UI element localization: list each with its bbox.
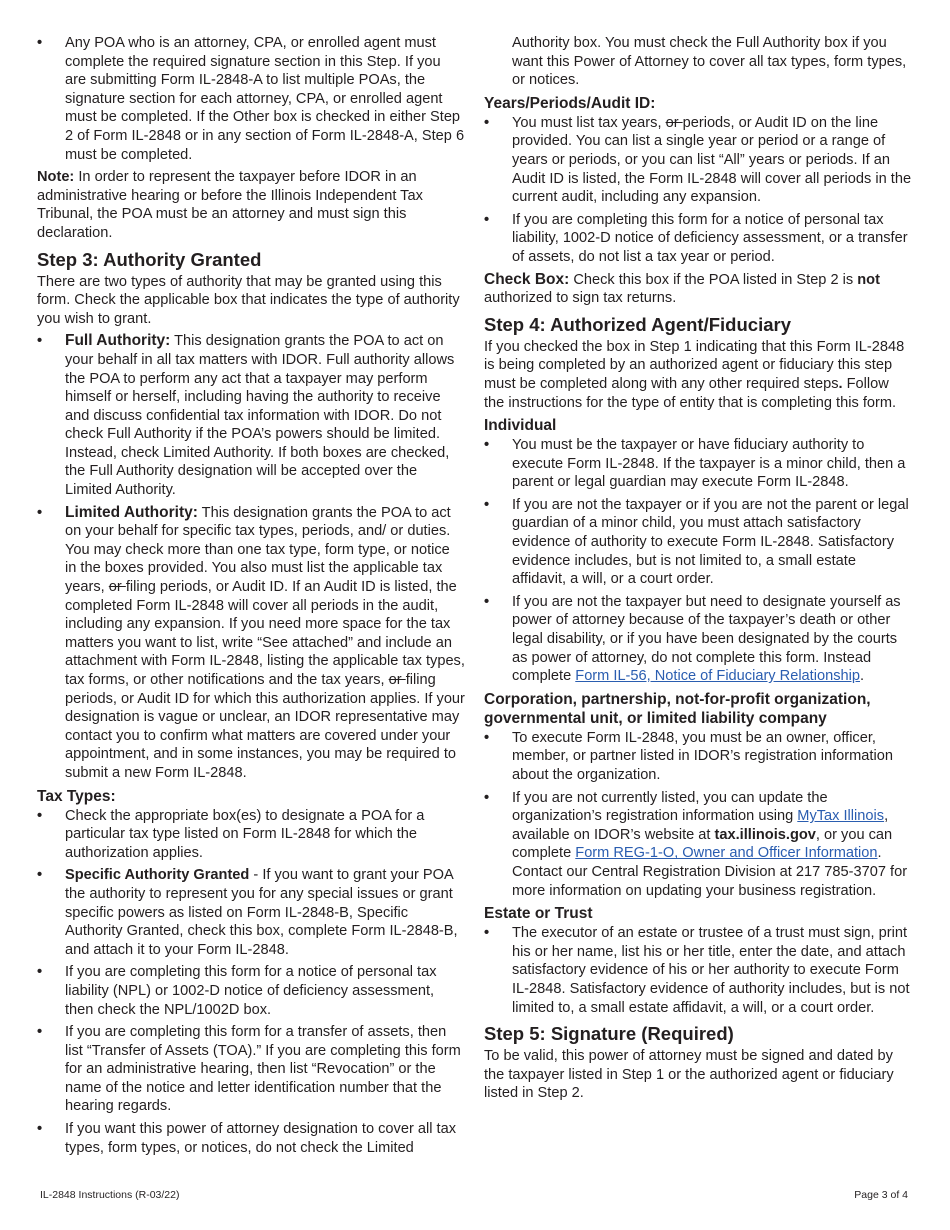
step5-text: To be valid, this power of attorney must be signed and dated by the taxpayer listed in Step 1 or the authorized agent or fiduciary listed in Step 2. (484, 1048, 894, 1102)
bullet: • (484, 925, 490, 942)
tax-types-heading: Tax Types: (37, 787, 116, 805)
mytax-illinois-link[interactable]: MyTax Illinois (797, 808, 885, 825)
bullet: • (37, 1121, 43, 1138)
list-item: • If you are not the taxpayer but need to designate yourself as power of attorney because of the taxpayer’s death or other legal disability, or if you have been designated by the courts as power of attorney, do not complete this form. Instead complete Form IL-56, Notice of Fiduciary Relationship. (484, 593, 901, 685)
bullet: • (484, 496, 490, 513)
list-item: • Full Authority: This designation grants the POA to act on your behalf in all tax matters with IDOR. Full authority allows the POA to perform any act that a taxpayer may perform himself or herself, including having the authority to receive and discuss confidential tax information with IDOR. Do not check Full Authority if the POA’s powers should be limited. Instead, check Limited Authority. If both boxes are checked, the Full Authority designation will be accepted over the Limited Authority. (37, 332, 455, 499)
bullet: • (37, 1024, 43, 1041)
continued-text: Authority box. You must check the Full Authority box if you want this Power of Attorney to cover all tax types, form types, or notices. (512, 35, 907, 89)
bullet: • (37, 867, 43, 884)
list-item: • You must be the taxpayer or have fiduciary authority to execute Form IL-2848. If the taxpayer is a minor child, then a parent or legal guardian may execute Form IL-2848. (484, 437, 906, 491)
list-item: • If you are not currently listed, you can update the organization’s registration information using MyTax Illinois, available on IDOR’s website at tax.illinois.gov, or you can complete Form REG-1-O, Owner and Officer Information. Contact our Central Registration Division at 217 785-3707 for more information on updating your business registration. (484, 789, 908, 899)
list-item: • Check the appropriate box(es) to designate a POA for a particular tax type listed on Form IL-2848 for which the authorization applies. (37, 807, 425, 861)
list-item: • If you are not the taxpayer or if you are not the parent or legal guardian of a minor child, you must attach satisfactory evidence of authority to execute Form IL-2848. Satisfactory evidence includes, but is not limited to, a small estate affidavit, a will, or a court order. (484, 496, 909, 588)
check-box-paragraph: Check Box: Check this box if the POA listed in Step 2 is not authorized to sign tax returns. (484, 270, 880, 307)
note-paragraph: Note: In order to represent the taxpayer before IDOR in an administrative hearing or before the Illinois Independent Tax Tribunal, the POA must be an attorney and must sign this declaration. (37, 169, 423, 241)
left-column (37, 34, 465, 1161)
bullet: • (37, 35, 43, 51)
list-item: • If you are completing this form for a transfer of assets, then list “Transfer of Assets (TOA).” If you are completing this form for an administrative hearing, then list “Revocation” or the name of the notice and letter identification number that the hearing regards. (37, 1024, 461, 1115)
list-item: • Limited Authority: This designation grants the POA to act on your behalf for specific tax types, periods, and/ or duties. You may check more than one tax type, form type, or notice in the boxes provided. You also must list the applicable tax years, or filing periods, or Audit ID. If an Audit ID is listed, the completed Form IL-2848 will cover all periods in the audit, including any expansion. If you need more space for the tax matters you want to list, write “See attached” and include an attachment with Form IL-2848, listing the applicable tax types, tax forms, or other notifications and the tax years, or filing periods, or Audit ID for which this authorization applies. If your designation is vague or unclear, an IDOR representative may contact you to confirm what matters are covered under your appointment, and in some instances, you may be required to submit a new Form IL-2848. (37, 503, 465, 781)
bullet: • (37, 504, 43, 521)
list-item: • The executor of an estate or trustee of a trust must sign, print his or her name, list his or her title, enter the date, and attach satisfactory evidence of his or her authority to execute Form IL-2848. Satisfactory evidence of authority includes, but is not limited to, a small estate affidavit, a will, or a court order. (484, 925, 910, 1016)
footer-page-number: Page 3 of 4 (854, 1189, 908, 1201)
list-item: • Any POA who is an attorney, CPA, or enrolled agent must complete the required signature section in this Step. If you are submitting Form IL-2848-A to list multiple POAs, the signature section for each attorney, CPA, or enrolled agent must be completed. If the Other box is checked in either Step 2 of Form IL-2848 or in any section of Form IL-2848-A, Step 6 must be completed. (37, 35, 465, 163)
bullet: • (484, 729, 490, 746)
bullet: • (37, 964, 43, 981)
step3-intro: There are two types of authority that may be granted using this form. Check the applicable box that indicates the type of authority you wish to grant. (37, 273, 460, 327)
bullet: • (484, 211, 490, 228)
step4-heading: Step 4: Authorized Agent/Fiduciary (484, 313, 791, 335)
individual-heading: Individual (484, 417, 557, 435)
footer-form-id: IL-2848 Instructions (R-03/22) (40, 1189, 180, 1201)
list-item: • If you are completing this form for a notice of personal tax liability (NPL) or 1002-D notice of deficiency assessment, then check the NPL/1002D box. (37, 964, 437, 1018)
step3-heading: Step 3: Authority Granted (37, 248, 262, 270)
years-heading: Years/Periods/Audit ID: (484, 94, 656, 112)
bullet: • (484, 593, 490, 610)
list-item: • To execute Form IL-2848, you must be an owner, officer, member, or partner listed in IDOR’s registration information about the organization. (484, 729, 893, 783)
bullet: • (484, 789, 490, 806)
bullet: • (37, 807, 43, 824)
right-column (484, 34, 912, 1107)
list-item: • If you are completing this form for a notice of personal tax liability, 1002-D notice of deficiency assessment, or a transfer of assets, do not list a tax year or period. (484, 211, 908, 265)
bullet: • (484, 114, 490, 131)
form-reg-1-o-link[interactable]: Form REG-1-O, Owner and Officer Information (575, 845, 878, 862)
bullet: • (484, 437, 490, 454)
estate-heading: Estate or Trust (484, 905, 593, 923)
list-item: • If you want this power of attorney designation to cover all tax types, form types, or notices, do not check the Limited (37, 1121, 457, 1156)
list-item: • Specific Authority Granted - If you want to grant your POA the authority to represent you for any special issues or grant specific powers as listed on Form IL-2848-B, Specific Authority Granted, check this box, complete Form IL-2848-B, and attach it to your Form IL-2848. (37, 867, 458, 958)
list-item: • You must list tax years, or periods, or Audit ID on the line provided. You can list a single year or period or a range of years or periods, or you can list “All” years or periods. If an Audit ID is listed, the Form IL-2848 will cover all periods in the current audit, including any expansion. (484, 114, 912, 206)
bullet: • (37, 333, 43, 350)
form-il-56-link[interactable]: Form IL-56, Notice of Fiduciary Relationship (575, 668, 860, 685)
step5-heading: Step 5: Signature (Required) (484, 1023, 734, 1045)
step4-intro: If you checked the box in Step 1 indicating that this Form IL-2848 is being completed by an authorized agent or fiduciary this step must be completed along with any other required steps. Follow the instructions for the type of entity that is completing this form. (484, 338, 905, 411)
corporation-heading: Corporation, partnership, not-for-profit organization, governmental unit, or limited liability company (484, 690, 871, 727)
